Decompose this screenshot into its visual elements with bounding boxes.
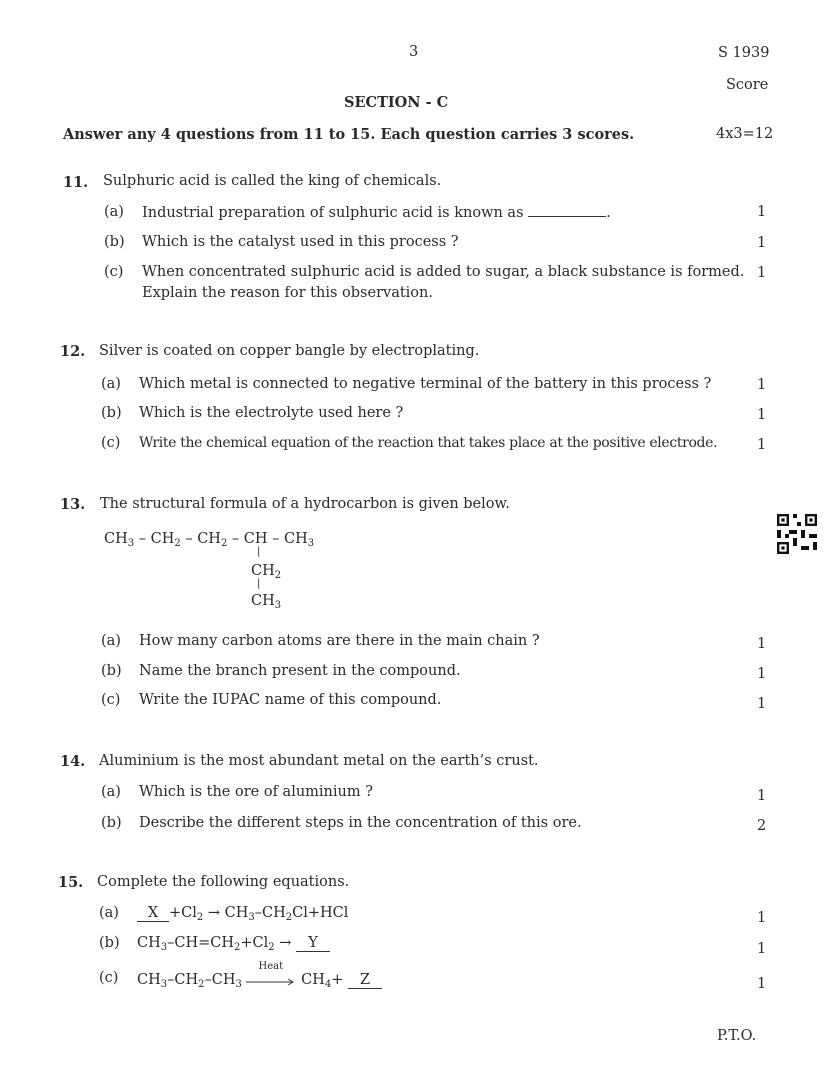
subscript: 2 <box>196 912 204 923</box>
qr-code-icon <box>777 514 817 554</box>
score-value: 1 <box>757 235 767 251</box>
score-value: 1 <box>757 696 767 712</box>
score-value: 1 <box>757 636 767 652</box>
option-text: Which is the catalyst used in this process ? <box>142 234 459 250</box>
vertical-bond: | <box>257 578 261 589</box>
formula-main-chain <box>104 531 314 549</box>
period: . <box>606 205 611 221</box>
ch2-group: CH <box>251 563 275 579</box>
subscript: 2 <box>174 538 181 549</box>
arrow-icon <box>246 978 296 986</box>
paper-code: S 1939 <box>718 45 770 61</box>
equation-b <box>137 935 330 953</box>
heat-arrow <box>246 961 296 984</box>
score-value: 1 <box>757 377 767 393</box>
reaction-arrow: → <box>279 935 292 951</box>
branch-ch3 <box>251 593 281 611</box>
bond-dash: – <box>254 905 263 921</box>
answer-blank-z: Z <box>348 972 382 989</box>
eq-term: +HCl <box>307 905 349 921</box>
eq-term: +Cl <box>169 905 197 921</box>
answer-blank <box>528 204 606 217</box>
subscript: 3 <box>160 979 168 990</box>
subscript: 4 <box>324 979 332 990</box>
heat-label: Heat <box>258 961 284 972</box>
question-number: 11. <box>63 174 89 191</box>
eq-term: CH <box>137 935 161 951</box>
ch2-group: CH <box>197 531 221 547</box>
ch3-group: CH <box>284 531 308 547</box>
option-label: (c) <box>101 435 121 451</box>
bond-dash: – <box>231 531 240 547</box>
option-label: (b) <box>101 663 122 679</box>
equation-a <box>137 905 348 923</box>
subscript: 2 <box>274 570 282 581</box>
eq-term: + <box>331 972 344 988</box>
subscript: 3 <box>307 538 315 549</box>
instructions: Answer any 4 questions from 11 to 15. Each question carries 3 scores. <box>63 126 635 143</box>
question-number: 13. <box>60 496 86 513</box>
option-text: Which is the ore of aluminium ? <box>139 784 374 800</box>
score-label: Score <box>726 77 769 93</box>
option-text: Describe the different steps in the concentration of this ore. <box>139 815 582 831</box>
bond-dash: – <box>138 531 146 547</box>
score-value: 1 <box>757 265 767 281</box>
score-value: 1 <box>757 204 767 220</box>
ch3-group: CH <box>251 593 275 609</box>
option-label: (b) <box>101 405 122 421</box>
option-text: Which is the electrolyte used here ? <box>139 405 404 421</box>
branch-ch2 <box>251 563 281 581</box>
question-number: 15. <box>58 874 84 891</box>
eq-term: CH <box>301 972 325 988</box>
subscript: 2 <box>234 942 241 953</box>
option-label: (b) <box>101 815 122 831</box>
score-value: 2 <box>757 818 767 834</box>
eq-term: –CH=CH <box>167 935 235 951</box>
option-label: (c) <box>104 264 124 280</box>
option-label: (a) <box>101 633 121 649</box>
score-value: 1 <box>757 666 767 682</box>
subscript: 3 <box>248 912 255 923</box>
score-value: 1 <box>757 910 767 926</box>
subscript: 2 <box>285 912 293 923</box>
option-label: (a) <box>104 204 124 220</box>
subscript: 3 <box>235 979 242 990</box>
eq-term: –CH <box>204 972 236 988</box>
option-text: How many carbon atoms are there in the main chain ? <box>139 633 540 649</box>
score-value: 1 <box>757 407 767 423</box>
question-stem: The structural formula of a hydrocarbon is given below. <box>100 496 510 512</box>
option-text: Which metal is connected to negative terminal of the battery in this process ? <box>139 376 712 392</box>
bond-dash: – <box>272 531 280 547</box>
ch3-group: CH <box>104 531 128 547</box>
option-text: Write the IUPAC name of this compound. <box>139 692 442 708</box>
option-text <box>142 204 611 221</box>
score-value: 1 <box>757 437 767 453</box>
vertical-bond: | <box>257 546 261 557</box>
question-stem: Complete the following equations. <box>97 874 350 890</box>
option-label: (a) <box>101 784 121 800</box>
equation-c <box>137 961 382 990</box>
ch-group: CH <box>243 531 268 547</box>
option-label: (b) <box>99 935 120 951</box>
answer-blank-y: Y <box>296 935 330 952</box>
question-stem: Silver is coated on copper bangle by electroplating. <box>99 343 480 359</box>
score-value: 1 <box>757 788 767 804</box>
subscript: 3 <box>274 600 282 611</box>
subscript: 3 <box>160 942 168 953</box>
page-number: 3 <box>409 44 419 60</box>
subscript: 2 <box>268 942 275 953</box>
question-stem: Sulphuric acid is called the king of chemicals. <box>103 173 442 189</box>
option-label: (c) <box>101 692 121 708</box>
section-title: SECTION - C <box>344 94 449 111</box>
option-text: Name the branch present in the compound. <box>139 663 461 679</box>
eq-term: Cl <box>292 905 308 921</box>
question-stem: Aluminium is the most abundant metal on the earth’s crust. <box>99 753 539 769</box>
score-value: 1 <box>757 976 767 992</box>
eq-term: +Cl <box>240 935 269 951</box>
option-text: Write the chemical equation of the reaction that takes place at the positive electrode. <box>139 435 718 451</box>
question-number: 12. <box>60 343 86 360</box>
subscript: 2 <box>220 538 228 549</box>
answer-blank-x: X <box>137 905 169 922</box>
eq-term: –CH <box>167 972 199 988</box>
bond-dash: – <box>185 531 193 547</box>
option-text-part: Industrial preparation of sulphuric acid is known as <box>142 205 524 221</box>
ch2-group: CH <box>150 531 175 547</box>
total-marks: 4x3=12 <box>716 126 774 142</box>
reaction-arrow: → <box>207 905 221 921</box>
eq-term: CH <box>137 972 161 988</box>
option-label: (a) <box>101 376 121 392</box>
eq-term: CH <box>262 905 286 921</box>
question-number: 14. <box>60 753 86 770</box>
option-label: (a) <box>99 905 119 921</box>
eq-term: CH <box>224 905 249 921</box>
pto-label: P.T.O. <box>717 1028 757 1044</box>
option-label: (b) <box>104 234 125 250</box>
option-text: When concentrated sulphuric acid is added to sugar, a black substance is formed. <box>142 264 745 280</box>
subscript: 2 <box>198 979 205 990</box>
score-value: 1 <box>757 941 767 957</box>
option-label: (c) <box>99 970 119 986</box>
option-text-continued: Explain the reason for this observation. <box>142 285 433 301</box>
subscript: 3 <box>127 538 135 549</box>
